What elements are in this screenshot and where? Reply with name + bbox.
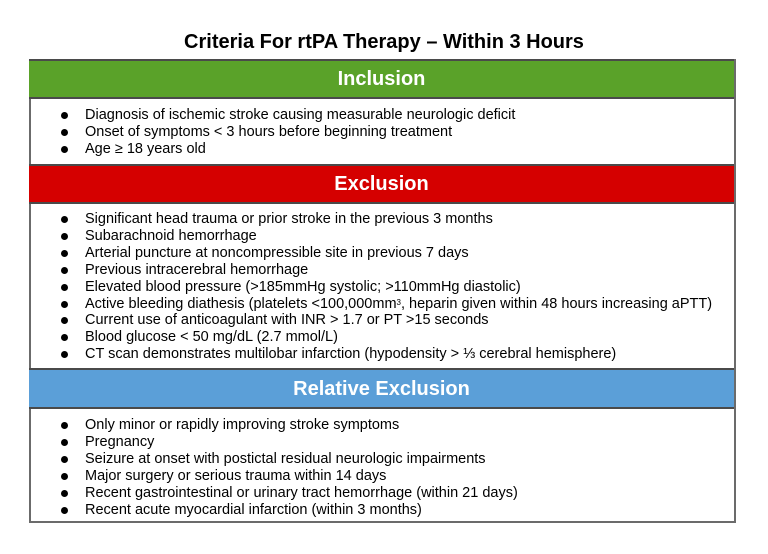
exclusion-header: Exclusion	[29, 164, 734, 204]
bullet-icon	[61, 250, 68, 257]
bullet-icon	[61, 284, 68, 291]
inclusion-header: Inclusion	[29, 59, 734, 99]
bullet-icon	[61, 146, 68, 153]
bullet-icon	[61, 334, 68, 341]
bullet-icon	[61, 233, 68, 240]
list-item: Diagnosis of ischemic stroke causing measurable neurologic deficit	[55, 107, 515, 124]
list-item: Only minor or rapidly improving stroke symptoms	[55, 417, 518, 434]
list-item: Seizure at onset with postictal residual neurologic impairments	[55, 451, 518, 468]
list-item: Age ≥ 18 years old	[55, 141, 515, 158]
bullet-icon	[61, 490, 68, 497]
inclusion-list	[55, 107, 515, 158]
list-item: Elevated blood pressure (>185mmHg systolic; >110mmHg diastolic)	[55, 279, 712, 296]
list-item: Onset of symptoms < 3 hours before beginning treatment	[55, 124, 515, 141]
list-item: Major surgery or serious trauma within 14 days	[55, 468, 518, 485]
exclusion-list	[55, 211, 712, 363]
bullet-icon	[61, 456, 68, 463]
list-item: Recent gastrointestinal or urinary tract hemorrhage (within 21 days)	[55, 485, 518, 502]
list-item: Significant head trauma or prior stroke in the previous 3 months	[55, 211, 712, 228]
page-title: Criteria For rtPA Therapy – Within 3 Hours	[184, 31, 584, 53]
list-item: Active bleeding diathesis (platelets $<100,000mm^3$, heparin given within 48 hours increasing aPTT)	[55, 296, 712, 313]
bullet-icon	[61, 473, 68, 480]
list-item: Current use of anticoagulant with INR > 1.7 or PT >15 seconds	[55, 312, 712, 329]
list-item: CT scan demonstrates multilobar infarction (hypodensity > ⅓ cerebral hemisphere)	[55, 346, 712, 363]
relative-exclusion-header: Relative Exclusion	[29, 368, 734, 409]
bullet-icon	[61, 317, 68, 324]
bullet-icon	[61, 301, 68, 308]
list-item: Previous intracerebral hemorrhage	[55, 262, 712, 279]
bullet-icon	[61, 267, 68, 274]
list-item: Arterial puncture at noncompressible site in previous 7 days	[55, 245, 712, 262]
bullet-icon	[61, 351, 68, 358]
list-item: Pregnancy	[55, 434, 518, 451]
bullet-icon	[61, 439, 68, 446]
relative-exclusion-list	[55, 417, 518, 518]
bullet-icon	[61, 216, 68, 223]
list-item: Subarachnoid hemorrhage	[55, 228, 712, 245]
bullet-icon	[61, 129, 68, 136]
list-item: Recent acute myocardial infarction (within 3 months)	[55, 502, 518, 519]
bullet-icon	[61, 112, 68, 119]
bullet-icon	[61, 507, 68, 514]
list-item: Blood glucose < 50 mg/dL (2.7 mmol/L)	[55, 329, 712, 346]
bullet-icon	[61, 422, 68, 429]
